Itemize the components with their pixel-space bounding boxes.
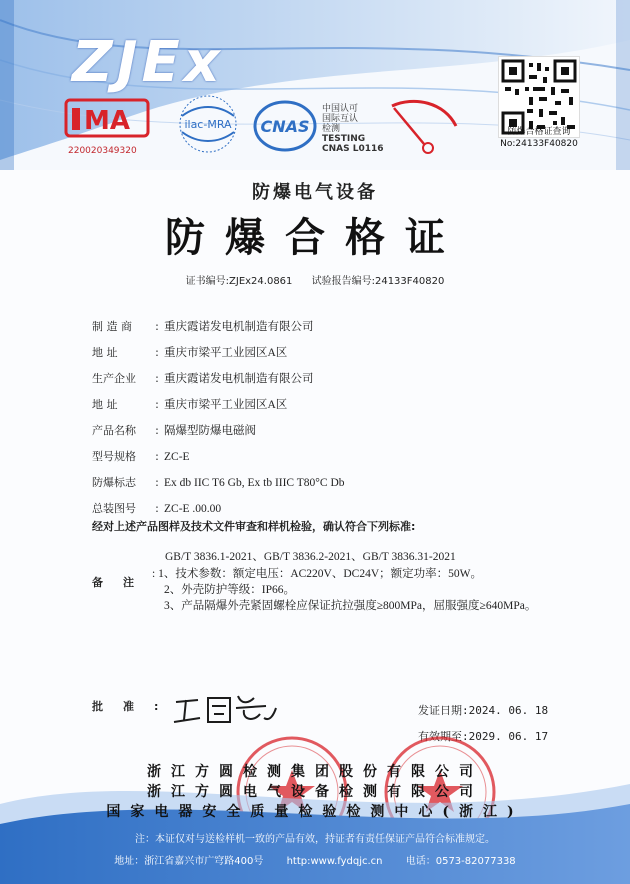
certificate-subtitle: 防爆电气设备 [252, 182, 378, 203]
field-drawing-number: 总装图号 : ZC-E .00.00 [92, 502, 222, 515]
cnas-text-3: 检测 [322, 124, 341, 134]
field-value: ZC-E [164, 451, 190, 463]
issue-date: 发证日期:2024. 06. 18 [418, 704, 549, 717]
remarks-list: : 1、技术参数：额定电压：AC220V、DC24V；额定功率：50W。 2、外壳防护等级：IP66。 3、产品隔爆外壳紧固螺栓应保证抗拉强度≥800MPa，屈服强度≥640MPa。 [152, 568, 537, 612]
remark-item: 1、技术参数：额定电压：AC220V、DC24V；额定功率：50W。 [158, 568, 482, 580]
standards-list: GB/T 3836.1-2021、GB/T 3836.2-2021、GB/T 3836.31-2021 [165, 551, 456, 563]
ilac-mra-logo [168, 92, 248, 156]
field-value: ZC-E .00.00 [164, 503, 222, 515]
svg-text:ilac-MRA: ilac-MRA [184, 118, 232, 131]
cma-logo [64, 98, 150, 144]
field-model: 型号规格 : ZC-E [92, 450, 190, 463]
cnas-code: CNAS L0116 [322, 144, 384, 154]
field-producer: 生产企业 : 重庆霞诺发电机制造有限公司 [92, 372, 314, 385]
field-producer-address: 地 址 : 重庆市梁平工业园区A区 [92, 398, 288, 411]
field-value: Ex db IIC T6 Gb, Ex tb IIIC T80°C Db [164, 477, 345, 489]
field-value: 隔爆型防爆电磁阀 [164, 425, 256, 437]
footer-website: http:www.fydqjc.cn [286, 856, 383, 867]
field-label: 总装图号 [92, 502, 136, 515]
cnas-testing: TESTING [322, 134, 366, 144]
footer-note: 注：本证仅对与送检样机一致的产品有效，持证者有责任保证产品符合标准规定。 [135, 834, 495, 845]
remark-item: 2、外壳防护等级：IP66。 [164, 584, 295, 596]
field-label: 防爆标志 [92, 476, 136, 489]
cnas-text-1: 中国认可 [322, 104, 359, 114]
footer-contact [0, 852, 630, 867]
field-value: 重庆霞诺发电机制造有限公司 [164, 373, 314, 385]
organization-name: 浙江方圆电气设备检测有限公司 [147, 784, 483, 800]
footer-address: 地址：浙江省嘉兴市广穹路400号 [114, 856, 264, 867]
field-label: 生产企业 [92, 372, 136, 385]
field-value: 重庆市梁平工业园区A区 [164, 347, 288, 359]
remark-item: 3、产品隔爆外壳紧固螺栓应保证抗拉强度≥800MPa，屈服强度≥640MPa。 [164, 600, 537, 612]
approver-signature [170, 688, 280, 728]
cnas-text-block [322, 104, 384, 154]
approval-label: 批准: [92, 700, 159, 713]
svg-text:MA: MA [84, 106, 130, 136]
field-label: 地 址 [92, 398, 118, 411]
field-manufacturer: 制 造 商 : 重庆霞诺发电机制造有限公司 [92, 320, 314, 333]
qr-caption-title: 防爆合格证查询 [507, 127, 571, 137]
organization-name: 国家电器安全质量检验检测中心(浙江) [106, 804, 524, 820]
field-ex-marking: 防爆标志 : Ex db IIC T6 Gb, Ex tb IIIC T80°C Db [92, 476, 345, 489]
qr-caption [484, 126, 594, 150]
ex-mark-logo [384, 96, 464, 160]
footer-phone: 电话：0573-82077338 [405, 856, 516, 867]
zjex-logo-text: ZJEx [72, 30, 224, 95]
compliance-statement: 经对上述产品图样及技术文件审查和样机检验，确认符合下列标准: [92, 520, 416, 533]
field-label: 地 址 [92, 346, 118, 359]
issuing-organizations [0, 762, 630, 822]
field-value: 重庆市梁平工业园区A区 [164, 399, 288, 411]
expiry-date: 有效期至:2029. 06. 17 [418, 730, 549, 743]
field-value: 重庆霞诺发电机制造有限公司 [164, 321, 314, 333]
organization-name: 浙江方圆检测集团股份有限公司 [147, 764, 483, 780]
field-label: 型号规格 [92, 450, 136, 463]
svg-text:CNAS: CNAS [260, 117, 310, 136]
field-label: 制 造 商 [92, 320, 132, 333]
remarks-label: 备注 [92, 576, 154, 589]
cma-code: 220020349320 [68, 146, 137, 156]
qr-caption-number: No:24133F40820 [500, 139, 578, 149]
cnas-text-2: 国际互认 [322, 114, 359, 124]
cnas-logo [252, 98, 318, 154]
certificate-number: 证书编号:ZJEx24.0861 [185, 276, 293, 287]
reference-numbers [0, 272, 630, 287]
field-label: 产品名称 [92, 424, 136, 437]
field-product-name: 产品名称 : 隔爆型防爆电磁阀 [92, 424, 256, 437]
field-manufacturer-address: 地 址 : 重庆市梁平工业园区A区 [92, 346, 288, 359]
accreditation-logos [64, 92, 524, 162]
report-number: 试验报告编号:24133F40820 [311, 276, 445, 287]
certificate-title: 防爆合格证 [165, 214, 465, 261]
